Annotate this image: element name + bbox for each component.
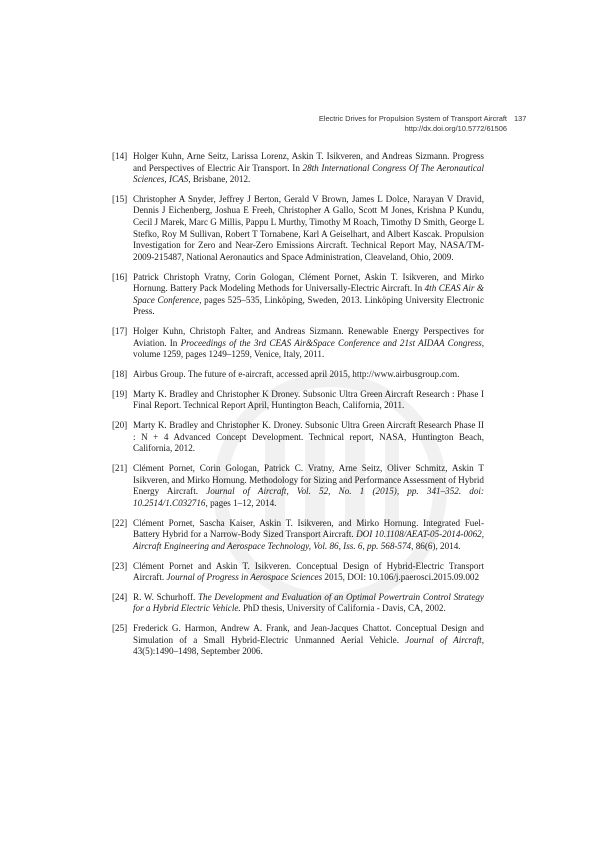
reference-item bbox=[112, 194, 484, 263]
reference-item bbox=[112, 420, 484, 455]
reference-item bbox=[112, 369, 484, 381]
reference-italic-segment: 4th CEAS Air & Space Conference bbox=[133, 283, 484, 305]
reference-number: [21] bbox=[112, 463, 128, 474]
reference-item bbox=[112, 389, 484, 412]
reference-item bbox=[112, 463, 484, 509]
reference-segment: Clément Pornet, Corin Gologan, Patrick C. Vratny, Arne Seitz, Oliver Schmitz, Askin T Isikveren, and Mirko Hornung. Methodology for Sizing and Performance Assessment of Hybrid Energy Aircraft. bbox=[133, 463, 484, 497]
reference-item bbox=[112, 592, 484, 615]
running-header bbox=[187, 114, 507, 134]
reference-number: [17] bbox=[112, 326, 128, 336]
reference-item bbox=[112, 272, 484, 318]
reference-number: [19] bbox=[112, 388, 128, 399]
reference-italic-segment: Proceedings of the 3rd CEAS Air&Space Conference and 21st AIDAA Congress bbox=[180, 337, 482, 348]
reference-segment: Holger Kuhn, Christoph Falter, and Andreas Sizmann. Renewable Energy Perspectives for Aviation. In bbox=[133, 326, 484, 348]
reference-item bbox=[112, 326, 484, 361]
reference-text bbox=[133, 420, 484, 455]
page-number: 137 bbox=[514, 114, 527, 123]
reference-text bbox=[133, 272, 484, 318]
reference-number: [15] bbox=[112, 193, 128, 204]
reference-text bbox=[133, 194, 484, 263]
reference-segment: R. W. Schurhoff. bbox=[133, 591, 198, 602]
reference-text bbox=[133, 389, 484, 412]
reference-number: [24] bbox=[112, 591, 128, 602]
reference-text bbox=[133, 623, 484, 658]
reference-segment: Holger Kuhn, Arne Seitz, Larissa Lorenz, Askin T. Isikveren, and Andreas Sizmann. Progress and Perspectives of Electric Air Transport. In bbox=[133, 151, 484, 173]
reference-italic-segment: Journal of Progress in Aerospace Sciences bbox=[166, 572, 323, 583]
reference-italic-segment: DOI 10.1108/AEAT-05-2014-0062, Aircraft Engineering and Aerospace Technology, Vol. 86, Iss. 6, pp. 568-574 bbox=[133, 529, 484, 551]
reference-list bbox=[112, 151, 484, 666]
reference-text bbox=[133, 326, 484, 361]
reference-segment: Marty K. Bradley and Christopher K. Droney. Subsonic Ultra Green Aircraft Research Phase II : N + 4 Advanced Concept Development. Technical report, NASA, Huntington Beach, California, 2012. bbox=[133, 420, 484, 454]
reference-segment: Airbus Group. The future of e-aircraft, accessed april 2015, http://www.airbusgroup.com. bbox=[133, 368, 460, 379]
reference-segment: Christopher A Snyder, Jeffrey J Berton, Gerald V Brown, James L Dolce, Narayan V Dravid, Dennis J Eichenberg, Joshua E Freeh, Christopher A Gallo, Scott M Jones, Krishna P Kundu, Cecil J Marek, Marc G Millis, Pappu L Murthy, Timothy M Roach, Timothy D Smith, George L Stefko, Roy M Sullivan, Robert T Tornabene, Karl A Geiselhart, and Albert Kascak. Propulsion Investigation for Zero and Near-Zero Emissions Aircraft. Technical Report May, NASA/TM-2009-215487, National Aeronautics and Space Administration, Cleaveland, Ohio, 2009. bbox=[133, 193, 484, 262]
doi-link[interactable]: http://dx.doi.org/10.5772/61506 bbox=[404, 124, 507, 133]
reference-segment: , pages 525–535, Linköping, Sweden, 2013. Linköping University Electronic Press. bbox=[133, 294, 484, 317]
reference-segment: , pages 1–12, 2014. bbox=[205, 497, 277, 508]
reference-number: [14] bbox=[112, 151, 128, 161]
reference-segment: , 43(5):1490–1498, September 2006. bbox=[133, 634, 484, 657]
reference-segment: , volume 1259, pages 1249–1259, Venice, Italy, 2011. bbox=[133, 337, 485, 360]
reference-italic-segment: 28th International Congress Of The Aeronautical Sciences, ICAS bbox=[133, 162, 484, 185]
reference-item bbox=[112, 561, 484, 584]
reference-item bbox=[112, 151, 484, 186]
reference-italic-segment: The Development and Evaluation of an Optimal Powertrain Control Strategy for a Hybrid Electric Vehicle. bbox=[133, 591, 484, 614]
reference-segment: , Brisbane, 2012. bbox=[188, 174, 251, 185]
reference-italic-segment: Journal of Aircraft, Vol. 52, No. 1 (2015), pp. 341–352. doi: 10.2514/1.C032716 bbox=[133, 486, 484, 508]
running-title: Electric Drives for Propulsion System of Transport Aircraft bbox=[318, 114, 507, 123]
reference-number: [20] bbox=[112, 420, 128, 431]
reference-segment: 2015, DOI: 10.106/j.paerosci.2015.09.002 bbox=[322, 572, 480, 583]
reference-italic-segment: Journal of Aircraft bbox=[405, 634, 482, 645]
reference-segment: Frederick G. Harmon, Andrew A. Frank, and Jean-Jacques Chattot. Conceptual Design and Simulation of a Small Hybrid-Electric Unmanned Aerial Vehicle. bbox=[133, 623, 484, 645]
reference-text bbox=[133, 592, 484, 615]
reference-text bbox=[133, 518, 484, 553]
reference-item bbox=[112, 518, 484, 553]
reference-item bbox=[112, 623, 484, 658]
reference-segment: PhD thesis, University of California - Davis, CA, 2002. bbox=[240, 603, 446, 614]
reference-segment: Marty K. Bradley and Christopher K Droney. Subsonic Ultra Green Aircraft Research : Phase I Final Report. Technical Report April, Huntington Beach, California, 2011. bbox=[133, 388, 484, 411]
reference-text bbox=[133, 151, 484, 186]
reference-segment: Patrick Christoph Vratny, Corin Gologan, Clément Pornet, Askin T. Isikveren, and Mirko Hornung. Battery Pack Modeling Methods for Universally-Electric Aircraft. In bbox=[133, 271, 484, 294]
reference-segment: Clément Pornet, Sascha Kaiser, Askin T. Isikveren, and Mirko Hornung. Integrated Fuel-Battery Hybrid for a Narrow-Body Sized Transport Aircraft. bbox=[133, 517, 484, 540]
reference-number: [18] bbox=[112, 368, 128, 379]
reference-number: [22] bbox=[112, 517, 128, 528]
reference-number: [25] bbox=[112, 623, 128, 634]
reference-segment: Clément Pornet and Askin T. Isikveren. Conceptual Design of Hybrid-Electric Transport Aircraft. bbox=[133, 560, 484, 583]
reference-text bbox=[133, 561, 484, 584]
reference-number: [23] bbox=[112, 560, 128, 571]
reference-number: [16] bbox=[112, 271, 128, 282]
reference-text bbox=[133, 369, 484, 381]
reference-segment: , 86(6), 2014. bbox=[411, 540, 461, 551]
reference-text bbox=[133, 463, 484, 509]
